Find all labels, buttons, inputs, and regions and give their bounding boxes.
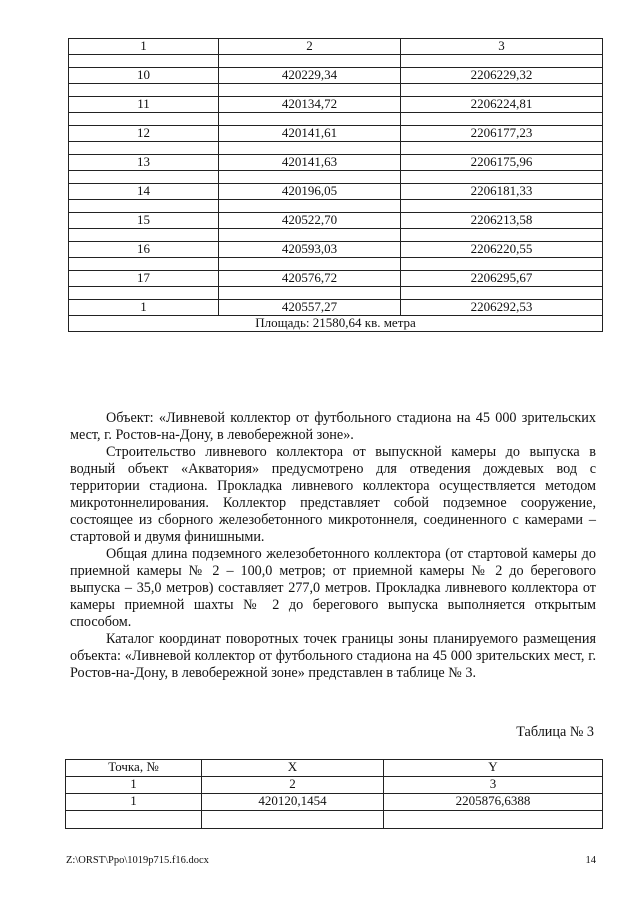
column-number: 1 (69, 39, 219, 55)
table-row (69, 126, 603, 142)
empty-cell (401, 84, 603, 97)
coordinate-x: 420196,05 (219, 184, 401, 200)
column-numbering-row (69, 39, 603, 55)
spacer-row (66, 811, 603, 829)
page-number: 14 (585, 855, 596, 866)
empty-cell (66, 811, 202, 829)
point-number: 10 (69, 68, 219, 84)
coordinate-y: 2206213,58 (401, 213, 603, 229)
empty-cell (401, 229, 603, 242)
empty-cell (219, 229, 401, 242)
spacer-row (69, 229, 603, 242)
empty-cell (384, 811, 603, 829)
empty-cell (69, 287, 219, 300)
column-number: 2 (219, 39, 401, 55)
empty-cell (219, 171, 401, 184)
paragraph-construction: Строительство ливневого коллектора от выпускной камеры до выпуска в водный объект «Акватория» предусмотрено для отведения дождевых вод с территории стадиона. Прокладка ливневого коллектора осуществляется методом микротоннелирования. Коллектор представляет собой подземное сооружение, состоящее из сборного железобетонного микротоннеля, соединенного с камерами – стартовой и двумя финишными. (70, 444, 596, 545)
table-row (69, 155, 603, 171)
paragraph-length: Общая длина подземного железобетонного коллектора (от стартовой камеры до приемной камеры № 2 – 100,0 метров; от приемной камеры № 2 до берегового выпуска – 35,0 метров) составляет 277,0 метров. Прокладка ливневого коллектора от камеры приемной шахты № 2 до берегового выпуска выполняется открытым способом. (70, 546, 596, 630)
spacer-row (69, 113, 603, 126)
header-point: Точка, № (66, 760, 202, 777)
column-number: 2 (202, 777, 384, 794)
coordinate-y: 2205876,6388 (384, 794, 603, 811)
column-number: 1 (66, 777, 202, 794)
table-row (69, 213, 603, 229)
point-number: 12 (69, 126, 219, 142)
point-number: 17 (69, 271, 219, 287)
empty-cell (401, 171, 603, 184)
spacer-row (69, 55, 603, 68)
coordinates-table-body (69, 39, 603, 332)
table-header-row (66, 760, 603, 777)
spacer-row (69, 287, 603, 300)
point-number: 1 (69, 300, 219, 316)
empty-cell (219, 287, 401, 300)
empty-cell (69, 171, 219, 184)
empty-cell (69, 258, 219, 271)
empty-cell (401, 55, 603, 68)
table-row (69, 271, 603, 287)
spacer-row (69, 171, 603, 184)
spacer-row (69, 84, 603, 97)
header-x: X (202, 760, 384, 777)
paragraph-object: Объект: «Ливневой коллектор от футбольного стадиона на 45 000 зрительских мест, г. Ростов-на-Дону, в левобережной зоне». (70, 410, 596, 443)
empty-cell (69, 142, 219, 155)
area-row (69, 316, 603, 332)
area-total: Площадь: 21580,64 кв. метра (69, 316, 603, 332)
empty-cell (219, 142, 401, 155)
point-number: 11 (69, 97, 219, 113)
table-caption: Таблица № 3 (516, 724, 594, 740)
point-number: 15 (69, 213, 219, 229)
empty-cell (202, 811, 384, 829)
empty-cell (69, 84, 219, 97)
coordinate-x: 420134,72 (219, 97, 401, 113)
point-number: 16 (69, 242, 219, 258)
empty-cell (401, 200, 603, 213)
coordinate-x: 420522,70 (219, 213, 401, 229)
empty-cell (219, 55, 401, 68)
coordinate-y: 2206181,33 (401, 184, 603, 200)
empty-cell (401, 258, 603, 271)
table-row (69, 68, 603, 84)
header-y: Y (384, 760, 603, 777)
footer-file-path: Z:\ORST\Ppo\1019p715.f16.docx (66, 855, 209, 866)
coordinate-y: 2206224,81 (401, 97, 603, 113)
empty-cell (69, 200, 219, 213)
point-number: 13 (69, 155, 219, 171)
column-number: 3 (401, 39, 603, 55)
table-row (69, 300, 603, 316)
empty-cell (401, 113, 603, 126)
point-number: 14 (69, 184, 219, 200)
empty-cell (69, 229, 219, 242)
coordinate-y: 2206229,32 (401, 68, 603, 84)
coordinate-y: 2206295,67 (401, 271, 603, 287)
coordinates-table-3-body (66, 760, 603, 829)
empty-cell (401, 142, 603, 155)
object-description (70, 410, 596, 682)
column-number: 3 (384, 777, 603, 794)
coordinate-y: 2206292,53 (401, 300, 603, 316)
coordinate-x: 420141,63 (219, 155, 401, 171)
table-row (69, 97, 603, 113)
coordinate-x: 420593,03 (219, 242, 401, 258)
table-row (66, 794, 603, 811)
empty-cell (69, 113, 219, 126)
table-row (69, 242, 603, 258)
coordinates-table-3 (65, 759, 603, 829)
coordinate-y: 2206177,23 (401, 126, 603, 142)
coordinate-x: 420557,27 (219, 300, 401, 316)
paragraph-catalog: Каталог координат поворотных точек границы зоны планируемого размещения объекта: «Ливневой коллектор от футбольного стадиона на 45 000 зрительских мест, г. Ростов-на-Дону, в левобережной зоне» представлен в таблице № 3. (70, 631, 596, 681)
coordinate-y: 2206220,55 (401, 242, 603, 258)
spacer-row (69, 258, 603, 271)
empty-cell (69, 55, 219, 68)
empty-cell (219, 113, 401, 126)
empty-cell (219, 258, 401, 271)
spacer-row (69, 142, 603, 155)
column-numbering-row (66, 777, 603, 794)
coordinate-x: 420229,34 (219, 68, 401, 84)
empty-cell (219, 84, 401, 97)
coordinate-x: 420576,72 (219, 271, 401, 287)
coordinates-table-continued (68, 38, 603, 332)
coordinate-y: 2206175,96 (401, 155, 603, 171)
empty-cell (219, 200, 401, 213)
empty-cell (401, 287, 603, 300)
table-row (69, 184, 603, 200)
coordinate-x: 420120,1454 (202, 794, 384, 811)
coordinate-x: 420141,61 (219, 126, 401, 142)
spacer-row (69, 200, 603, 213)
point-number: 1 (66, 794, 202, 811)
